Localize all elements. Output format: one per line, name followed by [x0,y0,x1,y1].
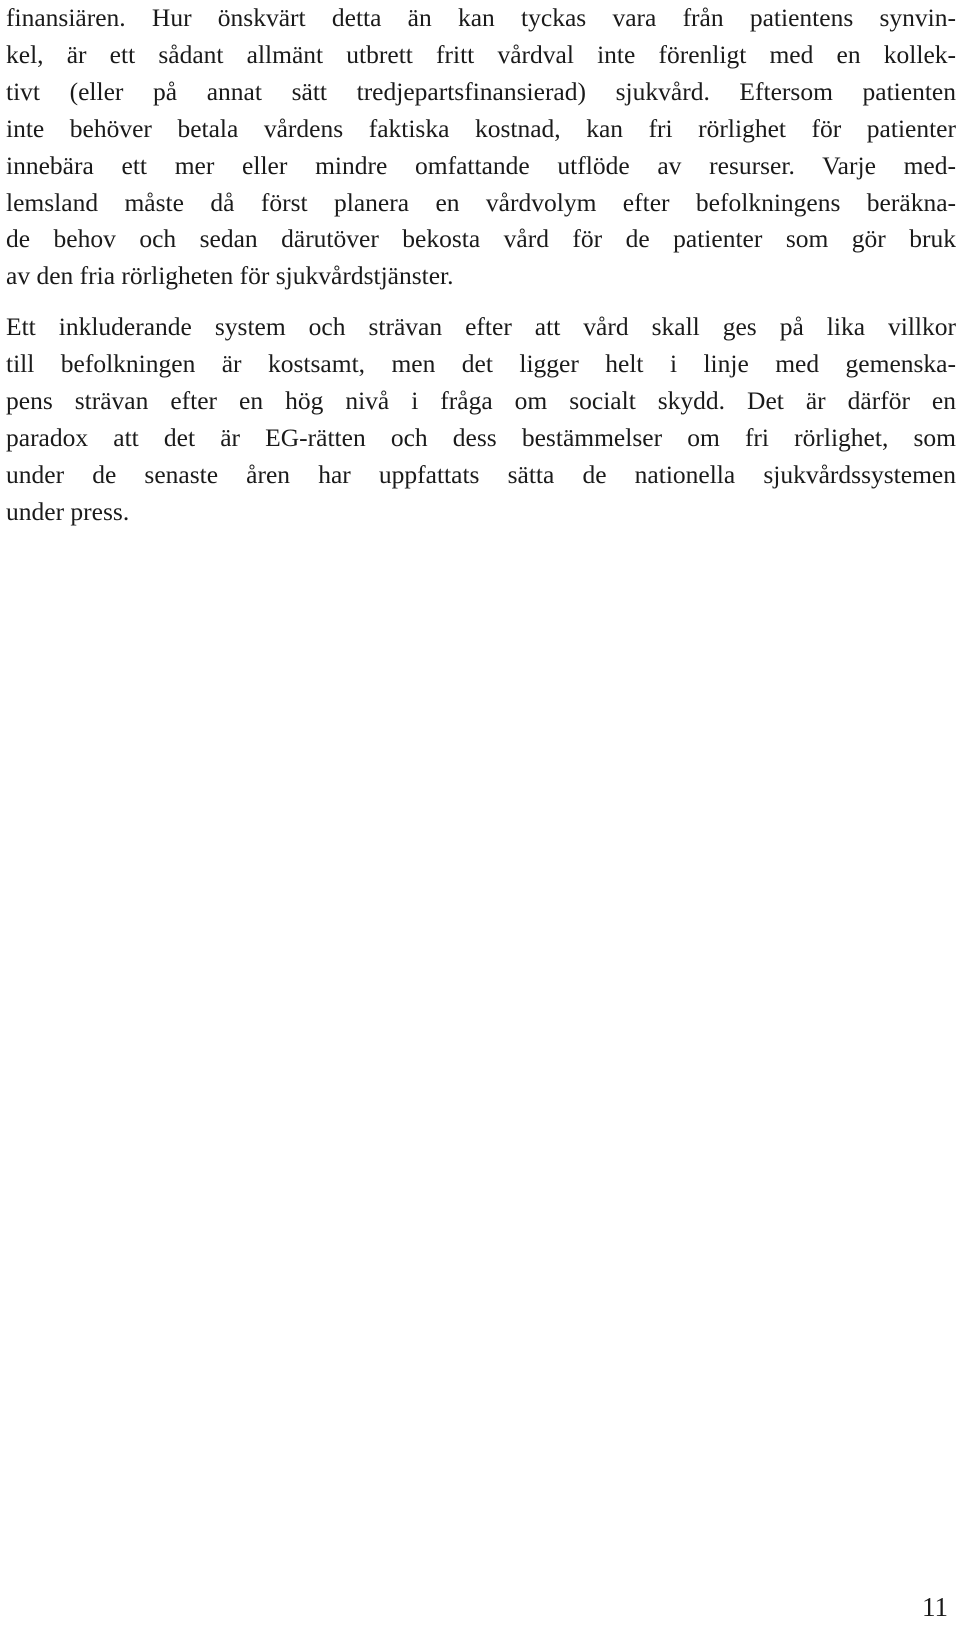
text-line: tivt (eller på annat sätt tredjepartsfinansierad) sjukvård. Eftersom patienten [6,76,956,106]
text-line: de behov och sedan därutöver bekosta vård för de patienter som gör bruk [6,224,956,254]
text-line: av den fria rörligheten för sjukvårdstjänster. [6,261,454,291]
text-line: till befolkningen är kostsamt, men det ligger helt i linje med gemenska- [6,349,956,379]
text-line: lemsland måste då först planera en vårdvolym efter befolkningens beräkna- [6,187,956,217]
text-line: pens strävan efter en hög nivå i fråga om socialt skydd. Det är därför en [6,386,956,416]
text-line: innebära ett mer eller mindre omfattande utflöde av resurser. Varje med- [6,150,956,180]
text-line: Ett inkluderande system och strävan efter att vård skall ges på lika villkor [6,312,956,342]
text-line: under press. [6,496,130,526]
paragraph-1 [6,0,956,295]
paragraph-2 [6,309,956,530]
document-body [6,0,956,531]
text-line: paradox att det är EG-rätten och dess bestämmelser om fri rörlighet, som [6,422,956,452]
text-line: finansiären. Hur önskvärt detta än kan tyckas vara från patientens synvin- [6,3,956,32]
text-line: under de senaste åren har uppfattats sätta de nationella sjukvårdssystemen [6,459,956,489]
page-number: 11 [922,1592,948,1622]
text-line: kel, är ett sådant allmänt utbrett fritt vårdval inte förenligt med en kollek- [6,39,956,69]
text-line: inte behöver betala vårdens faktiska kostnad, kan fri rörlighet för patienter [6,113,956,143]
